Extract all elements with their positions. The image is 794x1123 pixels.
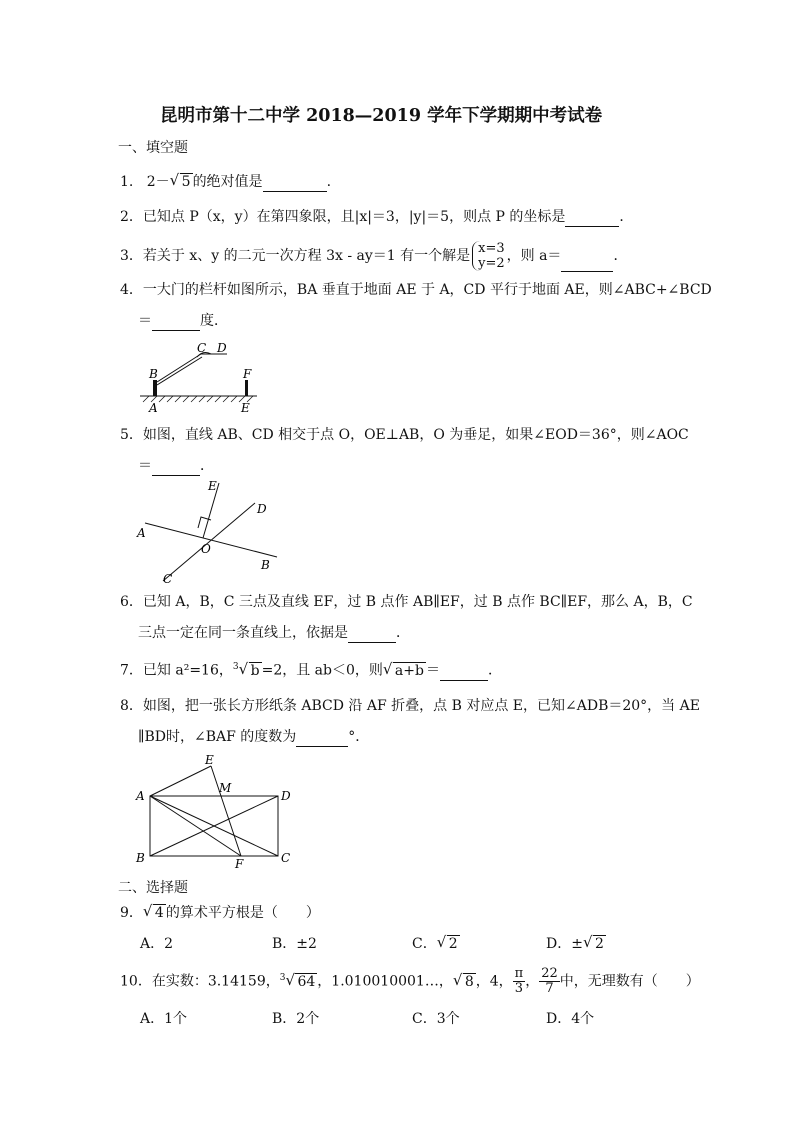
fig8-label-A: A <box>136 789 145 803</box>
fig4-label-A: A <box>149 401 158 415</box>
question-6-line2: 三点一定在同一条直线上，依据是 ． <box>138 625 410 641</box>
section-multiple-choice: 二、选择题 <box>118 880 188 896</box>
fig8-label-C: C <box>281 851 291 865</box>
question-5: 5．如图，直线 AB、CD 相交于点 O，OE⊥AB，O 为垂足，如果∠EOD＝36°，则∠AOC <box>120 427 689 443</box>
question-1: 1. 2－√ 5 的绝对值是 . <box>120 172 331 192</box>
question-5-line2: ＝ ． <box>138 458 214 474</box>
page-title: 昆明市第十二中学 2018—2019 学年下学期期中考试卷 <box>160 106 603 126</box>
q10-option-d[interactable]: D．4个 <box>546 1011 595 1027</box>
q7-cuberoot: √ b <box>239 661 262 681</box>
fig8-label-B: B <box>136 851 145 865</box>
fig5-label-O: O <box>201 542 211 556</box>
q6-blank[interactable] <box>348 628 396 643</box>
q3-text: 若关于 x、y 的二元一次方程 3x - ay＝1 有一个解是 <box>142 248 471 264</box>
q10-option-b[interactable]: B．2个 <box>272 1011 320 1027</box>
q10-fraction-pi: $\frac{\pi}{3}$ <box>514 966 524 997</box>
fig8-label-M: M <box>219 781 232 795</box>
q1-number: 1. <box>120 174 134 190</box>
q10-fraction-22-7: $\frac{22}{7}$ <box>541 966 558 997</box>
question-8-line2: ∥BD时，∠BAF 的度数为 °． <box>138 729 370 745</box>
question-7: 7．已知 a²=16，$^3$√ b =2，且 ab＜0，则√ a+b ＝ ． <box>120 657 502 681</box>
q9-option-c[interactable]: C．√ 2 <box>412 934 460 954</box>
q10-sqrt: √ 8 <box>453 966 476 998</box>
question-2: 2．已知点 P（x，y）在第四象限，且|x|＝3，|y|＝5，则点 P 的坐标是 ． <box>120 209 634 225</box>
fig4-label-F: F <box>243 367 252 381</box>
q2-text: 已知点 P（x，y）在第四象限，且|x|＝3，|y|＝5，则点 P 的坐标是 <box>142 209 566 225</box>
fig5-label-E: E <box>208 479 217 493</box>
figure-8-rectangle <box>133 752 298 870</box>
fig5-label-A: A <box>137 526 146 540</box>
fig5-label-C: C <box>163 572 173 586</box>
fig8-label-D: D <box>281 789 291 803</box>
q8-text: 如图，把一张长方形纸条 ABCD 沿 AF 折叠，点 B 对应点 E，已知∠ADB＝20°，当 AE <box>142 698 700 714</box>
q10-option-a[interactable]: A．1个 <box>140 1011 188 1027</box>
q1-expr: 2－ <box>146 174 170 190</box>
fig4-label-D: D <box>217 341 227 355</box>
question-4-line2: ＝ 度． <box>138 313 228 329</box>
q9-option-d[interactable]: D．±√ 2 <box>546 934 606 954</box>
fig5-label-D: D <box>257 502 267 516</box>
q1-sqrt: √ 5 <box>170 172 193 192</box>
section-fill-in: 一、填空题 <box>118 140 188 156</box>
fig4-label-B: B <box>149 367 158 381</box>
q3-blank[interactable] <box>561 257 613 272</box>
question-6: 6．已知 A，B，C 三点及直线 EF，过 B 点作 AB∥EF，过 B 点作 BC∥EF，那么 A，B，C <box>120 594 693 610</box>
question-9: 9．√ 4 的算术平方根是（ ） <box>120 903 320 923</box>
q9-sqrt: √ 4 <box>143 903 166 923</box>
q5-text: 如图，直线 AB、CD 相交于点 O，OE⊥AB，O 为垂足，如果∠EOD＝36°，则∠AOC <box>142 427 689 443</box>
figure-5-lines <box>135 475 280 590</box>
q1-text: 的绝对值是 <box>192 174 263 190</box>
fig8-label-F: F <box>235 857 244 870</box>
q2-blank[interactable] <box>565 212 619 227</box>
question-4: 4．一大门的栏杆如图所示，BA 垂直于地面 AE 于 A，CD 平行于地面 AE，则∠ABC+∠BCD <box>120 282 712 298</box>
q4-text: 一大门的栏杆如图所示，BA 垂直于地面 AE 于 A，CD 平行于地面 AE，则∠ABC+∠BCD <box>142 282 712 298</box>
q7-blank[interactable] <box>440 666 488 681</box>
q6-text: 已知 A，B，C 三点及直线 EF，过 B 点作 AB∥EF，过 B 点作 BC∥EF，那么 A，B，C <box>142 594 693 610</box>
q9-option-b[interactable]: B．±2 <box>272 936 317 952</box>
q7-sqrt: √ a+b <box>383 661 426 681</box>
fig8-label-E: E <box>205 753 214 767</box>
question-8: 8．如图，把一张长方形纸条 ABCD 沿 AF 折叠，点 B 对应点 E，已知∠ADB＝20°，当 AE <box>120 698 700 714</box>
question-10: 10．在实数：3.14159，$^3$√ 64 ，1.010010001…，√ 8 ，4， $\frac{\pi}{3}$ ， $\frac{22}{7}$ 中，无理数有（ ） <box>120 962 700 998</box>
question-3: 3．若关于 x、y 的二元一次方程 3x - ay＝1 有一个解是 x=3 y=2 ，则 a＝ ． <box>120 241 628 271</box>
q3-system: x=3 y=2 <box>472 241 505 271</box>
q9-text: 的算术平方根是（ ） <box>165 905 320 921</box>
q9-option-a[interactable]: A．2 <box>140 936 174 952</box>
fig4-label-E: E <box>241 401 250 415</box>
q8-blank[interactable] <box>296 732 348 747</box>
figure-4-gate <box>135 338 265 418</box>
fig4-label-C: C <box>197 341 207 355</box>
q10-cuberoot: √ 64 <box>285 966 317 998</box>
q10-option-c[interactable]: C．3个 <box>412 1011 460 1027</box>
q4-blank[interactable] <box>152 316 200 331</box>
q1-blank[interactable] <box>263 177 327 192</box>
q5-blank[interactable] <box>152 461 200 476</box>
fig5-label-B: B <box>261 558 270 572</box>
